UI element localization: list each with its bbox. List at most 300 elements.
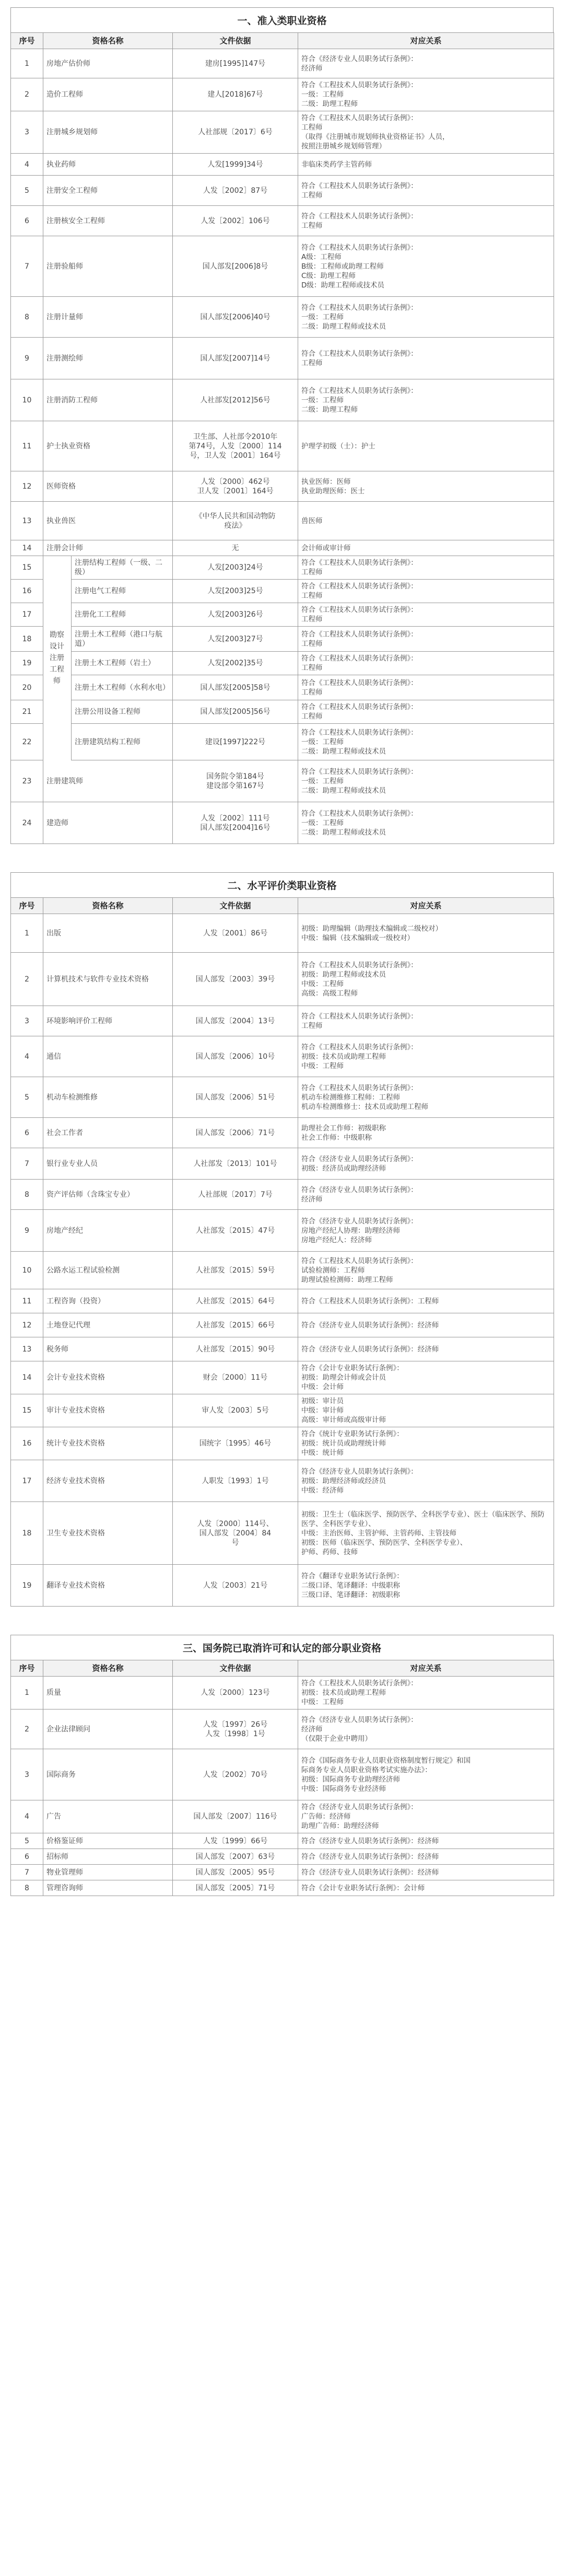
document-basis-line: 人社部发〔2015〕90号 — [195, 1345, 275, 1354]
document-basis-line: 人发〔2000〕114号、 — [197, 1519, 274, 1528]
relation-text — [298, 111, 554, 154]
relation-text-line: 初级：审计员 — [301, 1397, 344, 1405]
relation-text-line: 一级：工程师 — [301, 313, 344, 321]
relation-text-line: 初级：助理工程师或技术员 — [301, 970, 386, 979]
document-basis-line: 人发〔1999〕66号 — [203, 1836, 268, 1845]
relation-text-line: 工程师 — [301, 664, 323, 672]
document-basis-line: 审人发〔2003〕5号 — [202, 1406, 269, 1415]
row-number: 5 — [11, 176, 43, 206]
document-basis — [173, 1865, 298, 1880]
relation-text — [298, 1677, 554, 1709]
relation-text-line: 符合《经济专业人员职务试行条例》： — [301, 1803, 418, 1811]
table-row — [11, 1118, 554, 1148]
relation-text-line: 符合《工程技术人员职务试行条例》： — [301, 809, 418, 818]
relation-text — [298, 379, 554, 421]
table-row — [11, 1460, 554, 1502]
row-number: 7 — [11, 1865, 43, 1880]
row-number: 7 — [11, 1148, 43, 1180]
qualification-name: 管理咨询师 — [43, 1880, 173, 1896]
relation-text — [298, 700, 554, 724]
relation-text — [298, 1118, 554, 1148]
relation-text-line: 符合《工程技术人员职务试行条例》： — [301, 961, 418, 969]
qualification-document — [10, 0, 554, 1896]
qualification-name: 环境影响评价工程师 — [43, 1006, 173, 1036]
row-number: 4 — [11, 154, 43, 176]
relation-text-line: 经济师 — [301, 1725, 323, 1734]
relation-text-line: 一级：工程师 — [301, 396, 344, 405]
relation-text — [298, 1077, 554, 1118]
relation-text — [298, 580, 554, 603]
document-basis-line: 国人部发〔2007〕63号 — [195, 1852, 275, 1861]
document-basis — [173, 1289, 298, 1313]
document-basis — [173, 1394, 298, 1427]
document-basis-line: 国人部发[2007]14号 — [200, 354, 271, 363]
relation-text-line: 非临床类药学主管药师 — [301, 160, 372, 169]
qualification-name: 注册化工工程师 — [75, 610, 126, 619]
relation-text-line: 符合《经济专业人员职务试行条例》： — [301, 1154, 418, 1163]
relation-text-line: 符合《统计专业职务试行条例》： — [301, 1430, 404, 1438]
relation-text-line: 工程师 — [301, 221, 323, 230]
row-number: 2 — [11, 78, 43, 111]
table-row — [11, 1749, 554, 1800]
row-number: 9 — [11, 338, 43, 379]
table-row — [11, 1865, 554, 1880]
table-row — [11, 760, 554, 802]
row-number: 14 — [11, 540, 43, 556]
document-basis-line: 人发〔2000〕123号 — [201, 1689, 270, 1697]
row-number: 13 — [11, 1337, 43, 1361]
document-basis-line: 人发［2002］106号 — [201, 216, 270, 225]
document-basis — [173, 1313, 298, 1337]
relation-text-line: 符合《经济专业人员职务试行条例》：经济师 — [301, 1345, 439, 1354]
relation-text-line: 按照注册城乡规划师管理） — [301, 142, 386, 151]
document-basis — [173, 1006, 298, 1036]
document-basis-line: 人职发〔1993〕1号 — [202, 1476, 269, 1485]
relation-text-line: 二级：助理工程师 — [301, 405, 358, 414]
document-basis — [173, 1252, 298, 1289]
qualification-name: 注册建筑结构工程师 — [75, 737, 140, 746]
relation-text — [298, 1749, 554, 1800]
document-basis-line: 人发〔2001〕86号 — [203, 929, 268, 938]
document-basis-line: 人发[2002]35号 — [207, 659, 263, 667]
document-basis-line: 建设[1997]222号 — [205, 737, 266, 746]
document-basis-line: 人发[2003]26号 — [207, 610, 263, 619]
row-number: 9 — [11, 1210, 43, 1252]
relation-text — [298, 1180, 554, 1210]
relation-text-line: 初级：技术员或助理工程师 — [301, 1689, 386, 1697]
document-basis-line: 建人[2018]67号 — [207, 90, 263, 99]
section-1-table — [10, 32, 554, 844]
relation-text-line: 助理社会工作师：初级职称 — [301, 1124, 386, 1133]
relation-text-line: 符合《工程技术人员职务试行条例》： — [301, 1043, 418, 1052]
row-number: 4 — [11, 1036, 43, 1077]
row-number: 1 — [11, 49, 43, 78]
document-basis — [173, 154, 298, 176]
qualification-name: 广告 — [43, 1800, 173, 1833]
table-row — [11, 1849, 554, 1865]
header-basis: 文件依据 — [173, 1660, 298, 1677]
document-basis-line: 国人部发[2005]58号 — [200, 683, 271, 692]
relation-text — [298, 154, 554, 176]
relation-text — [298, 236, 554, 297]
relation-text — [298, 78, 554, 111]
qualification-name: 企业法律顾问 — [43, 1709, 173, 1749]
relation-text-line: 助理广告师：助理经济师 — [301, 1822, 379, 1830]
table-row — [11, 1394, 554, 1427]
relation-text-line: 二级：助理工程师或技术员 — [301, 828, 386, 837]
relation-text-line: A级：工程师 — [301, 252, 342, 261]
document-basis — [173, 1118, 298, 1148]
relation-text-line: 中级：国际商务专业经济师 — [301, 1784, 386, 1793]
relation-text — [298, 1865, 554, 1880]
table-row — [11, 580, 554, 603]
relation-text — [298, 176, 554, 206]
document-basis-line: 人社部发〔2013〕101号 — [193, 1159, 277, 1168]
document-basis-line: 号，卫人发〔2001〕164号 — [190, 451, 281, 460]
relation-text-line: 符合《工程技术人员职务试行条例》： — [301, 582, 418, 591]
row-number: 1 — [11, 914, 43, 953]
qualification-name: 计算机技术与软件专业技术资格 — [43, 953, 173, 1006]
row-number: 11 — [11, 1289, 43, 1313]
table-row — [11, 914, 554, 953]
table-row — [11, 1337, 554, 1361]
qualification-name: 注册土木工程师（港口与航道） — [75, 630, 162, 648]
document-basis-line: 无 — [231, 544, 239, 552]
relation-text — [298, 802, 554, 844]
section-3-title: 三、国务院已取消许可和认定的部分职业资格 — [10, 1635, 554, 1660]
document-basis — [173, 1749, 298, 1800]
document-basis — [173, 379, 298, 421]
relation-text — [298, 297, 554, 338]
document-basis — [173, 914, 298, 953]
qualification-name: 注册消防工程师 — [43, 379, 173, 421]
relation-text — [298, 1394, 554, 1427]
relation-text-line: 符合《工程技术人员职务试行条例》： — [301, 1012, 418, 1021]
relation-text-line: 中级：统计师 — [301, 1449, 344, 1457]
document-basis — [173, 338, 298, 379]
table-row — [11, 379, 554, 421]
document-basis — [173, 78, 298, 111]
document-basis-line: 人发〔1997〕26号 — [203, 1720, 268, 1729]
document-basis — [173, 111, 298, 154]
table-row — [11, 111, 554, 154]
qualification-name: 土地登记代理 — [43, 1313, 173, 1337]
relation-text-line: 符合《经济专业人员职务试行条例》： — [301, 1217, 418, 1226]
qualification-name: 注册电气工程师 — [75, 587, 126, 595]
row-number: 5 — [11, 1833, 43, 1849]
table-row — [11, 556, 554, 580]
relation-text-line: 符合《经济专业人员职务试行条例》： — [301, 1467, 418, 1476]
relation-text-line: 二级：助理工程师或技术员 — [301, 786, 386, 795]
document-basis — [173, 502, 298, 540]
document-basis-line: 《中华人民共和国动物防 — [195, 512, 276, 521]
relation-text-line: 工程师 — [301, 1021, 323, 1030]
section-2-title: 二、水平评价类职业资格 — [10, 872, 554, 897]
document-basis-line: 人社部发〔2015〕66号 — [195, 1321, 275, 1330]
document-basis-line: 人社部发[2012]56号 — [200, 396, 271, 405]
row-number: 1 — [11, 1677, 43, 1709]
relation-text-line: 二级：助理工程师或技术员 — [301, 322, 386, 331]
qualification-name: 护士执业资格 — [43, 421, 173, 471]
header-no: 序号 — [11, 33, 43, 49]
document-basis-line: 建房[1995]147号 — [205, 59, 266, 68]
document-basis-line: 人发[1999]34号 — [207, 160, 263, 169]
relation-text-line: 符合《工程技术人员职务试行条例》： — [301, 606, 418, 614]
row-number: 16 — [11, 580, 43, 603]
relation-text-line: D级：助理工程师或技术员 — [301, 281, 384, 290]
table-row — [11, 471, 554, 502]
document-basis — [173, 1036, 298, 1077]
relation-text-line: 符合《经济专业人员职务试行条例》： — [301, 1185, 418, 1194]
qualification-name: 注册会计师 — [43, 540, 173, 556]
row-number: 2 — [11, 953, 43, 1006]
row-number: 20 — [11, 675, 43, 700]
relation-text — [298, 1800, 554, 1833]
relation-text-line: 符合《翻译专业职务试行条例》： — [301, 1572, 404, 1580]
row-number: 15 — [11, 1394, 43, 1427]
table-row — [11, 1677, 554, 1709]
relation-text-line: 符合《会计专业职务试行条例》：会计师 — [301, 1884, 425, 1892]
document-basis-line: 人发[2003]24号 — [207, 563, 263, 572]
document-basis — [173, 1849, 298, 1865]
table-row — [11, 1148, 554, 1180]
document-basis — [173, 206, 298, 236]
document-basis-line: 人发[2003]25号 — [207, 587, 263, 595]
relation-text — [298, 724, 554, 760]
table-row — [11, 1289, 554, 1313]
relation-text-line: 机动车检测维修工程师：工程师 — [301, 1093, 400, 1102]
document-basis — [173, 1361, 298, 1394]
qualification-name: 注册土木工程师（水利水电） — [75, 683, 170, 692]
relation-text-line: 符合《工程技术人员职务试行条例》： — [301, 386, 418, 395]
table-row — [11, 1361, 554, 1394]
qualification-name: 注册城乡规划师 — [43, 111, 173, 154]
document-basis — [173, 1077, 298, 1118]
document-basis-line: 人发［2002］87号 — [203, 186, 268, 195]
qualification-name: 统计专业技术资格 — [43, 1427, 173, 1460]
document-basis-line: 国人部发〔2006〕71号 — [195, 1128, 275, 1137]
row-number: 8 — [11, 1180, 43, 1210]
document-basis — [173, 652, 298, 675]
relation-text-line: 中级：经济师 — [301, 1486, 344, 1495]
table-row — [11, 1180, 554, 1210]
relation-text-line: 符合《工程技术人员职务试行条例》： — [301, 181, 418, 190]
relation-text-line: 初级：助理经济师或经济员 — [301, 1476, 386, 1485]
relation-text-line: 试验检测师：工程师 — [301, 1266, 365, 1275]
table-row — [11, 176, 554, 206]
row-number: 6 — [11, 206, 43, 236]
table-row — [11, 627, 554, 652]
row-number: 7 — [11, 236, 43, 297]
relation-text-line: （取得《注册城市规划师执业资格证书》人员， — [301, 133, 450, 141]
qualification-name: 建造师 — [43, 802, 173, 844]
relation-text-line: 房地产经纪人协理：助理经济师 — [301, 1226, 400, 1235]
row-number: 23 — [11, 760, 43, 802]
document-basis — [173, 1427, 298, 1460]
table-row — [11, 421, 554, 471]
document-basis — [173, 953, 298, 1006]
relation-text — [298, 760, 554, 802]
relation-text-line: 初级：卫生士（临床医学、预防医学、全科医学专业）、医士（临床医学、预防医学、全科医学专业）、 — [301, 1510, 545, 1528]
relation-text-line: 符合《经济专业人员职务试行条例》： — [301, 54, 418, 63]
relation-text — [298, 1361, 554, 1394]
qualification-name: 质量 — [43, 1677, 173, 1709]
qualification-name: 注册计量师 — [43, 297, 173, 338]
table-row — [11, 1252, 554, 1289]
section-2-table — [10, 897, 554, 1607]
registered-engineer-group-label: 勘察设计注册工程师 — [43, 556, 72, 760]
table-row — [11, 652, 554, 675]
relation-text-line: 符合《工程技术人员职务试行条例》： — [301, 559, 418, 567]
qualification-name: 注册验船师 — [43, 236, 173, 297]
relation-text-line: 经济师 — [301, 64, 323, 73]
row-number: 6 — [11, 1118, 43, 1148]
document-basis-line: 国人部发〔2005〕71号 — [195, 1884, 275, 1892]
document-basis — [173, 627, 298, 652]
relation-text — [298, 206, 554, 236]
relation-text-line: 符合《工程技术人员职务试行条例》： — [301, 303, 418, 312]
document-basis — [173, 1460, 298, 1502]
document-basis-line: 人发[2003]27号 — [207, 634, 263, 643]
relation-text-line: 符合《工程技术人员职务试行条例》： — [301, 767, 418, 776]
relation-text-line: 符合《工程技术人员职务试行条例》： — [301, 630, 418, 639]
header-no: 序号 — [11, 898, 43, 914]
relation-text — [298, 675, 554, 700]
relation-text-line: 符合《工程技术人员职务试行条例》： — [301, 349, 418, 358]
table-row — [11, 1036, 554, 1077]
relation-text — [298, 1460, 554, 1502]
table-row — [11, 1880, 554, 1896]
header-name: 资格名称 — [43, 33, 173, 49]
relation-text-line: 符合《工程技术人员职务试行条例》： — [301, 1083, 418, 1092]
relation-text-line: 工程师 — [301, 688, 323, 697]
row-number: 17 — [11, 603, 43, 627]
document-basis-line: 国统字〔1995〕46号 — [199, 1439, 272, 1448]
document-basis — [173, 176, 298, 206]
header-relation: 对应关系 — [298, 898, 554, 914]
table-row — [11, 206, 554, 236]
row-number: 5 — [11, 1077, 43, 1118]
relation-text-line: 三级口译、笔译翻译：初级职称 — [301, 1590, 400, 1599]
relation-text-line: 初级：医师（临床医学、预防医学、全科医学专业）、 — [301, 1538, 467, 1547]
relation-text-line: 一级：工程师 — [301, 90, 344, 99]
row-number: 22 — [11, 724, 43, 760]
header-basis: 文件依据 — [173, 898, 298, 914]
relation-text-line: 二级口译、笔译翻译：中级职称 — [301, 1581, 400, 1590]
qualification-name: 审计专业技术资格 — [43, 1394, 173, 1427]
relation-text-line: 执业助理医师：医士 — [301, 487, 365, 495]
relation-text-line: 符合《工程技术人员职务试行条例》： — [301, 212, 418, 221]
relation-text-line: 工程师 — [301, 123, 323, 132]
document-basis-line: 人社部发〔2015〕47号 — [195, 1226, 275, 1235]
relation-text — [298, 338, 554, 379]
relation-text-line: （仅限于企业中聘用） — [301, 1734, 372, 1743]
relation-text-line: 工程师 — [301, 191, 323, 200]
qualification-name: 银行业专业人员 — [43, 1148, 173, 1180]
row-number: 19 — [11, 652, 43, 675]
relation-text — [298, 652, 554, 675]
qualification-name: 房地产估价师 — [43, 49, 173, 78]
document-basis-line: 人社部发〔2015〕64号 — [195, 1297, 275, 1306]
qualification-name: 招标师 — [43, 1849, 173, 1865]
table-row — [11, 502, 554, 540]
document-basis-line: 国人部发〔2006〕51号 — [195, 1093, 275, 1102]
relation-text — [298, 627, 554, 652]
relation-text — [298, 49, 554, 78]
table-row — [11, 154, 554, 176]
relation-text-line: 符合《工程技术人员职务试行条例》： — [301, 114, 418, 122]
document-basis — [173, 700, 298, 724]
document-basis-line: 国务院令第184号 — [206, 772, 264, 781]
table-row — [11, 1833, 554, 1849]
row-number: 17 — [11, 1460, 43, 1502]
relation-text-line: 符合《工程技术人员职务试行条例》： — [301, 1256, 418, 1265]
row-number: 3 — [11, 1749, 43, 1800]
relation-text-line: 符合《工程技术人员职务试行条例》： — [301, 703, 418, 711]
document-basis-line: 国人部发[2006]8号 — [202, 262, 268, 271]
table-row — [11, 603, 554, 627]
document-basis — [173, 1337, 298, 1361]
relation-text-line: 一级：工程师 — [301, 737, 344, 746]
relation-text-line: 中级：审计师 — [301, 1406, 344, 1415]
document-basis — [173, 1709, 298, 1749]
relation-text-line: 工程师 — [301, 615, 323, 623]
document-basis-line: 人社部规〔2017〕7号 — [198, 1190, 273, 1199]
document-basis-line: 国人部发[2004]16号 — [200, 823, 271, 832]
table-row — [11, 1006, 554, 1036]
relation-text-line: C级：助理工程师 — [301, 271, 356, 280]
relation-text-line: 初级：国际商务专业助理经济师 — [301, 1775, 400, 1784]
document-basis — [173, 802, 298, 844]
document-basis-line: 国人部发〔2004〕84 — [199, 1529, 272, 1538]
table-row — [11, 1427, 554, 1460]
document-basis-line: 人发〔2002〕111号 — [201, 814, 270, 823]
document-basis-line: 建设部令第167号 — [206, 781, 264, 790]
document-basis — [173, 1800, 298, 1833]
relation-text-line: 符合《工程技术人员职务试行条例》： — [301, 1679, 418, 1688]
row-number: 10 — [11, 379, 43, 421]
row-number: 24 — [11, 802, 43, 844]
relation-text-line: 初级：助理编辑（助理技术编辑或二级校对） — [301, 924, 442, 933]
relation-text-line: 初级：助理会计师或会计员 — [301, 1373, 386, 1382]
header-relation: 对应关系 — [298, 33, 554, 49]
relation-text — [298, 1833, 554, 1849]
relation-text-line: 工程师 — [301, 359, 323, 367]
document-basis-line: 国人部发〔2007〕116号 — [193, 1812, 277, 1821]
relation-text-line: 中级：主治医师、主管护师、主管药师、主管技师 — [301, 1529, 456, 1538]
relation-text-line: 会计师或审计师 — [301, 544, 351, 552]
relation-text-line: 一级：工程师 — [301, 777, 344, 785]
relation-text — [298, 1148, 554, 1180]
relation-text-line: 符合《工程技术人员职务试行条例》： — [301, 678, 418, 687]
table-row — [11, 1313, 554, 1337]
document-basis-line: 国人部发〔2005〕95号 — [195, 1868, 275, 1877]
qualification-name: 公路水运工程试验检测 — [43, 1252, 173, 1289]
qualification-name: 注册结构工程师（一级、二级） — [75, 559, 162, 576]
relation-text-line: 符合《国际商务专业人员职业资格制度暂行规定》和国 — [301, 1756, 471, 1765]
table-row — [11, 1502, 554, 1565]
relation-text-line: 符合《经济专业人员职务试行条例》：经济师 — [301, 1836, 439, 1845]
document-basis — [173, 760, 298, 802]
qualification-name: 价格鉴证师 — [43, 1833, 173, 1849]
relation-text — [298, 556, 554, 580]
relation-text-line: 工程师 — [301, 712, 323, 721]
qualification-name: 出版 — [43, 914, 173, 953]
row-number: 3 — [11, 111, 43, 154]
document-basis — [173, 1180, 298, 1210]
relation-text-line: 符合《经济专业人员职务试行条例》： — [301, 1715, 418, 1724]
table-row — [11, 1709, 554, 1749]
